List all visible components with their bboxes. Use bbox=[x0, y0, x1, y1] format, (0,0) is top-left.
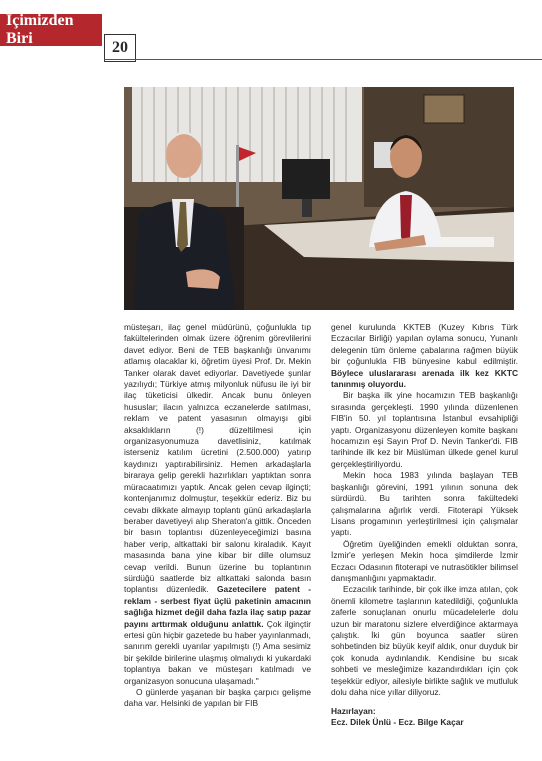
header-rule bbox=[104, 59, 542, 60]
section-title: İçimizden Biri bbox=[0, 14, 102, 46]
right-paragraph-5: Eczacılık tarihinde, bir çok ilke imza atılan, çok önemli kilometre taşlarının katedildiği, çoğunlukla zaferle sonuçlanan onurlu mücadelelerle dolu uzun bir maratonu sizlere elverdiğince aktarmaya çalıştık. İki gün boyunca saatler süren sohbetinden biz büyük keyif aldık, onur duyduk bir çok konuda aydınlandık. Kendisine bu sıcak sohbeti ve mesleğimize kazandırdıkları için çok teşekkür ediyor, ailesiyle birlikte sağlık ve mutluluk dolu daha nice yıllar diliyoruz. bbox=[331, 584, 518, 697]
right-highlight: Böylece uluslararası arenada ilk kez KKTC tanınmış oluyordu. bbox=[331, 367, 518, 390]
credits-names: Ecz. Dilek Ünlü - Ecz. Bilge Kaçar bbox=[331, 717, 464, 728]
credits bbox=[331, 706, 518, 728]
left-paragraph-1-end: Çok ilginçtir ertesi gün hiçbir gazetede bu haber yayınlanmadı, sanırım gerekli uyarılar yapılmıştı (!) Ama sesimiz bir şekilde birilerine ulaşmış olmalıydı ki yukardaki toplantıya bakan ve müsteşarı katılmadı ve organizasyon sonucuna ulaşamadı." bbox=[124, 618, 311, 686]
left-paragraph-1: müsteşarı, ilaç genel müdürünü, çoğunlukla tıp fakültelerinden olmak üzere öğrenim görevlilerini davet ediyor. Beni de TEB başkanlığı ünvanımı atlamış olacaklar ki, öğretim üyesi Prof. Dr. Mekin Tanker olarak davet ediyorlar. Davetiyede şunlar yazılıydı; Türkiye atmış milyonluk nüfusu ile iyi bir ilaç tüketicisi ülkedir. Ancak bunu önleyen hususlar; ilacın yalnızca eczanelerde satılması, reklam ve patent yasasının olmayışı gibi aksaklıkların (!) düzeltilmesi için organizasyonumuza davetlisiniz, katılmak isterseniz katılım ücretini (2.500.000) yatırıp kaydınızı yaptırabilirsiniz. Hemen arkadaşlarla biraraya gelip gerekli hazırlıkları yaptıktan sonra müracaatımızı yaptık. Ancak gelen cevap ilginçti; kontenjanımız dolmuştur, teşekkür ederiz. Biz bu cevabı dikkate almayıp toplantı günü arkadaşlarla beraber davetiyeyi alıp Sheraton'a gittik. Önceden bir basın toplantısı düzenleyeceğimizi basına haber verip, altkattaki bir salonu kiraladık. Kayıt masasında bana yine kibar bir dille olumsuz cevap verildi. Bunun üzerine bu toplantının sürdüğü saatlerde biz altkattaki salonda basın toplantısı düzenledik. bbox=[124, 322, 311, 595]
credits-label: Hazırlayan: bbox=[331, 706, 376, 717]
left-column bbox=[124, 322, 311, 710]
page-number: 20 bbox=[104, 34, 136, 62]
right-paragraph-4: Öğretim üyeliğinden emekli olduktan sonra, İzmir'e yerleşen Mekin hoca şimdilerde İzmir Eczacı Odasının fitoterapi ve nutrasötikler bilimsel danışmanlığını yapmaktadır. bbox=[331, 538, 518, 583]
left-highlight: Gazetecilere patent - reklam - serbest fiyat üçlü paketinin amacının sağlığa hizmet değil daha fazla ilaç satıp pazar payını arttırmak olduğunu anlattık. bbox=[124, 584, 311, 629]
right-column bbox=[331, 322, 518, 728]
left-paragraph-2: O günlerde yaşanan bir başka çarpıcı gelişme daha var. Helsinki de yapılan bir FIB bbox=[124, 687, 311, 709]
right-paragraph-2: Bir başka ilk yine hocamızın TEB başkanlığı sırasında gerçekleşti. 1990 yılında düzenlenen FIB'in 50. yıl toplantısına İstanbul evsahipliği yaptı. Organizasyonu düzenleyen komite başkanı hocamızın eşi Sayın Prof D. Nevin Tanker'di. FIB tarihinde ilk kez bir Müslüman ülkede genel kurul gerçekleştiriliyordu. bbox=[331, 390, 518, 469]
right-paragraph-3: Mekin hoca 1983 yılında başlayan TEB başkanlığı görevini, 1991 yılının sonuna dek sürdürdü. Bu tarihten sonra fakültedeki çalışmalarına ağırlık verdi. Fitoterapi Yüksek Lisans progamının yerleştirilmesi için çalışmalar yaptı. bbox=[331, 470, 518, 538]
article-photo bbox=[124, 87, 514, 310]
page-header bbox=[0, 0, 542, 56]
right-paragraph-1: genel kurulunda KKTEB (Kuzey Kıbrıs Türk Eczacılar Birliği) yapılan oylama sonucu, Yunanlı delegenin tüm önleme çabalarına rağmen büyük bir çoğunlukla FIB bünyesine kabul edilmiştir. bbox=[331, 322, 518, 367]
